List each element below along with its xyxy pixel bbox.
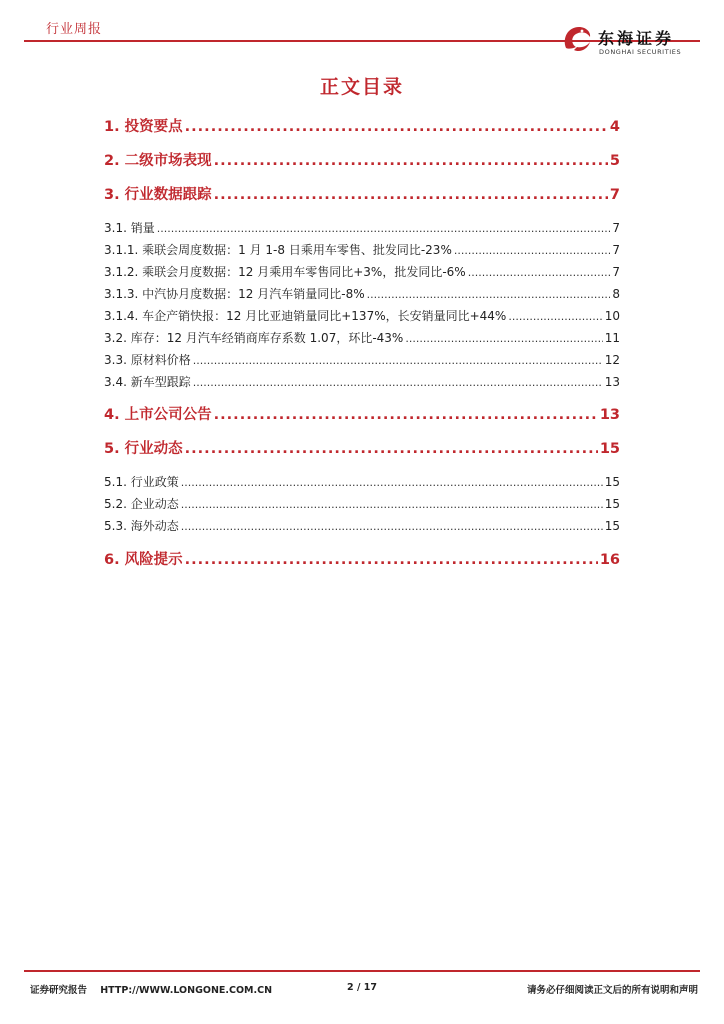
dot-leader [454, 244, 611, 257]
toc-entry-label: 3.1.3. 中汽协月度数据：12 月汽车销量同比-8% [104, 287, 365, 301]
toc-entry-label: 3.1. 销量 [104, 221, 155, 235]
footer-disclaimer: 请务必仔细阅读正文后的所有说明和声明 [526, 985, 698, 996]
dot-leader [185, 441, 598, 457]
toc-entry[interactable] [104, 183, 620, 204]
toc-entry[interactable] [104, 307, 620, 324]
logo-chinese-name: 东海证券 [598, 29, 675, 48]
dot-leader [214, 187, 608, 203]
dot-leader [468, 266, 611, 279]
toc-entry[interactable] [104, 495, 620, 512]
toc-entry-page: 13 [599, 407, 620, 423]
toc-entry[interactable] [104, 241, 620, 258]
dot-leader [185, 552, 598, 568]
toc-entry[interactable] [104, 329, 620, 346]
toc-entry[interactable] [104, 373, 620, 390]
toc-entry[interactable] [104, 219, 620, 236]
toc-entry-page: 15 [604, 497, 620, 511]
toc-entry-label: 3.2. 库存：12 月汽车经销商库存系数 1.07，环比-43% [104, 331, 404, 345]
toc-entry-label: 5.3. 海外动态 [104, 519, 179, 533]
toc-entry-label: 6. 风险提示 [104, 552, 183, 568]
toc-entry-page: 7 [612, 243, 620, 257]
toc-entry-page: 11 [604, 331, 620, 345]
dot-leader [185, 119, 608, 135]
toc-entry-page: 10 [604, 309, 620, 323]
toc-entry-label: 5.1. 行业政策 [104, 475, 179, 489]
dot-leader [508, 310, 602, 323]
footer-source: 证券研究报告 HTTP://WWW.LONGONE.COM.CN [30, 985, 273, 996]
toc-entry[interactable] [104, 548, 620, 569]
toc-entry-label: 3.4. 新车型跟踪 [104, 375, 191, 389]
company-logo [560, 22, 700, 58]
logo-english-name: DONGHAI SECURITIES [599, 48, 682, 56]
toc-entry-page: 7 [612, 221, 620, 235]
toc-entry-page: 8 [612, 287, 620, 301]
dot-leader [181, 498, 603, 511]
toc-entry-label: 3.3. 原材料价格 [104, 353, 191, 367]
toc-entry-page: 15 [604, 475, 620, 489]
dot-leader [181, 520, 603, 533]
toc-entry-label: 3. 行业数据跟踪 [104, 187, 212, 203]
dragon-logo-icon [560, 22, 594, 56]
dot-leader [405, 332, 602, 345]
toc-entry-label: 2. 二级市场表现 [104, 153, 212, 169]
toc-entry-label: 1. 投资要点 [104, 119, 183, 135]
toc-entry[interactable] [104, 517, 620, 534]
toc-title: 正文目录 [319, 76, 404, 98]
toc-entry[interactable] [104, 437, 620, 458]
toc-entry-page: 15 [599, 441, 620, 457]
toc-entry-page: 12 [604, 353, 620, 367]
dot-leader [193, 354, 603, 367]
toc-entry-label: 4. 上市公司公告 [104, 407, 212, 423]
dot-leader [193, 376, 603, 389]
page-number: 2 / 17 [347, 982, 377, 993]
toc-entry[interactable] [104, 285, 620, 302]
footer-divider [24, 970, 700, 972]
toc-entry[interactable] [104, 473, 620, 490]
toc-entry-page: 15 [604, 519, 620, 533]
toc-entry[interactable] [104, 351, 620, 368]
toc-entry-page: 5 [609, 153, 620, 169]
toc-entry-label: 3.1.4. 车企产销快报：12 月比亚迪销量同比+137%，长安销量同比+44% [104, 309, 507, 323]
toc-entry-page: 7 [609, 187, 620, 203]
toc-entry-label: 3.1.1. 乘联会周度数据：1 月 1-8 日乘用车零售、批发同比-23% [104, 243, 452, 257]
toc-entry[interactable] [104, 115, 620, 136]
toc-entry-label: 3.1.2. 乘联会月度数据：12 月乘用车零售同比+3%，批发同比-6% [104, 265, 466, 279]
dot-leader [214, 153, 608, 169]
toc-entry[interactable] [104, 149, 620, 170]
toc-entry-page: 7 [612, 265, 620, 279]
toc-entry-page: 4 [609, 119, 620, 135]
report-type-label: 行业周报 [46, 22, 103, 37]
toc-entry[interactable] [104, 263, 620, 280]
toc-entry[interactable] [104, 403, 620, 424]
toc-entry-page: 16 [599, 552, 620, 568]
toc-entry-label: 5.2. 企业动态 [104, 497, 179, 511]
dot-leader [181, 476, 603, 489]
dot-leader [157, 222, 611, 235]
dot-leader [367, 288, 611, 301]
toc-entry-page: 13 [604, 375, 620, 389]
dot-leader [214, 407, 598, 423]
toc-entry-label: 5. 行业动态 [104, 441, 183, 457]
